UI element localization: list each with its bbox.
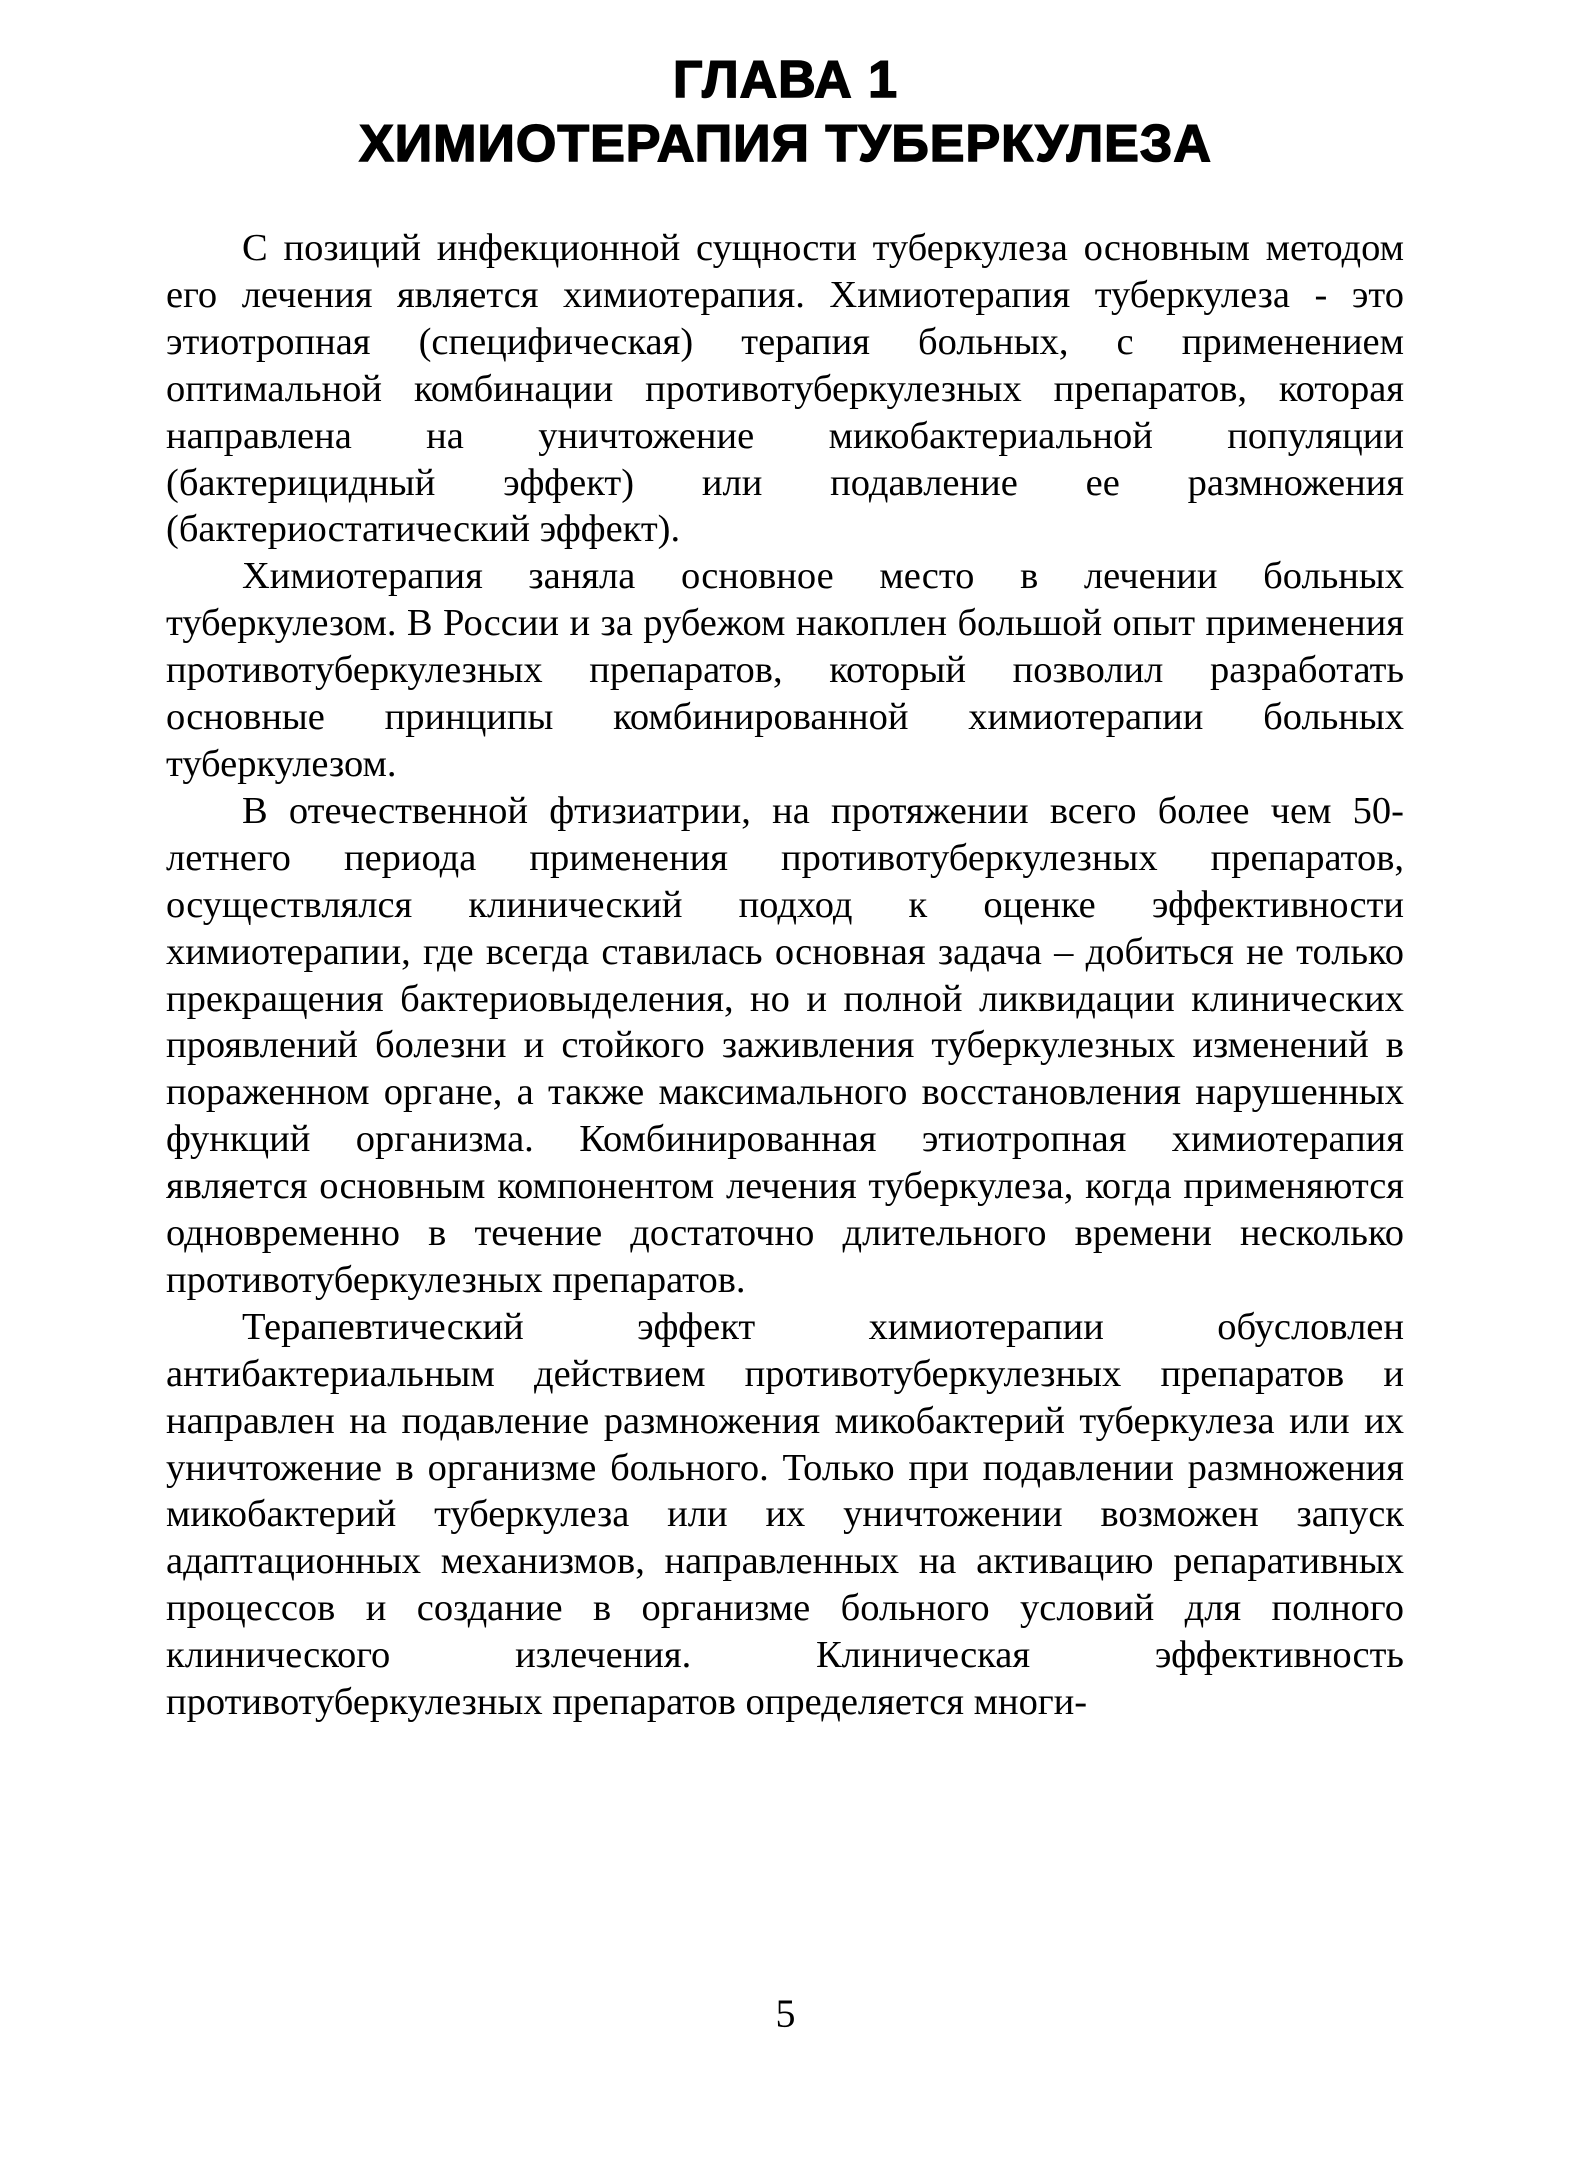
chapter-heading	[0, 48, 1571, 176]
page-number: 5	[775, 1991, 796, 2036]
paragraph-4: Терапевтический эффект химиотерапии обусловлен антибактериальным действием противотуберкулезных препаратов и направлен на подавление размножения микобактерий туберкулеза или их уничтожение в организме больного. Только при подавлении размножения микобактерий туберкулеза или их уничтожении возможен запуск адаптационных механизмов, направленных на активацию репаративных процессов и создание в организме больного условий для полного клинического излечения. Клиническая эффективность противотуберкулезных препаратов определяется многи-	[166, 1305, 1404, 1724]
chapter-number: ГЛАВА 1	[672, 51, 899, 109]
paragraph-3: В отечественной фтизиатрии, на протяжении всего более чем 50-летнего периода применения противотуберкулезных препаратов, осуществлялся клинический подход к оценке эффективности химиотерапии, где всегда ставилась основная задача – добиться не только прекращения бактериовыделения, но и полной ликвидации клинических проявлений болезни и стойкого заживления туберкулезных изменений в пораженном органе, а также максимального восстановления нарушенных функций организма. Комбинированная этиотропная химиотерапия является основным компонентом лечения туберкулеза, когда применяются одновременно в течение достаточно длительного времени несколько противотуберкулезных препаратов.	[166, 789, 1404, 1301]
paragraph-1: С позиций инфекционной сущности туберкулеза основным методом его лечения является химиотерапия. Химиотерапия туберкулеза - это этиотропная (специфическая) терапия больных, с применением оптимальной комбинации противотуберкулезных препаратов, которая направлена на уничтожение микобактериальной популяции (бактерицидный эффект) или подавление ее размножения (бактериостатический эффект).	[166, 227, 1404, 551]
body-text	[166, 225, 1404, 1726]
paragraph-2: Химиотерапия заняла основное место в лечении больных туберкулезом. В России и за рубежом накоплен большой опыт применения противотуберкулезных препаратов, который позволил разработать основные принципы комбинированной химиотерапии больных туберкулезом.	[166, 555, 1404, 785]
chapter-title: ХИМИОТЕРАПИЯ ТУБЕРКУЛЕЗА	[359, 115, 1212, 173]
